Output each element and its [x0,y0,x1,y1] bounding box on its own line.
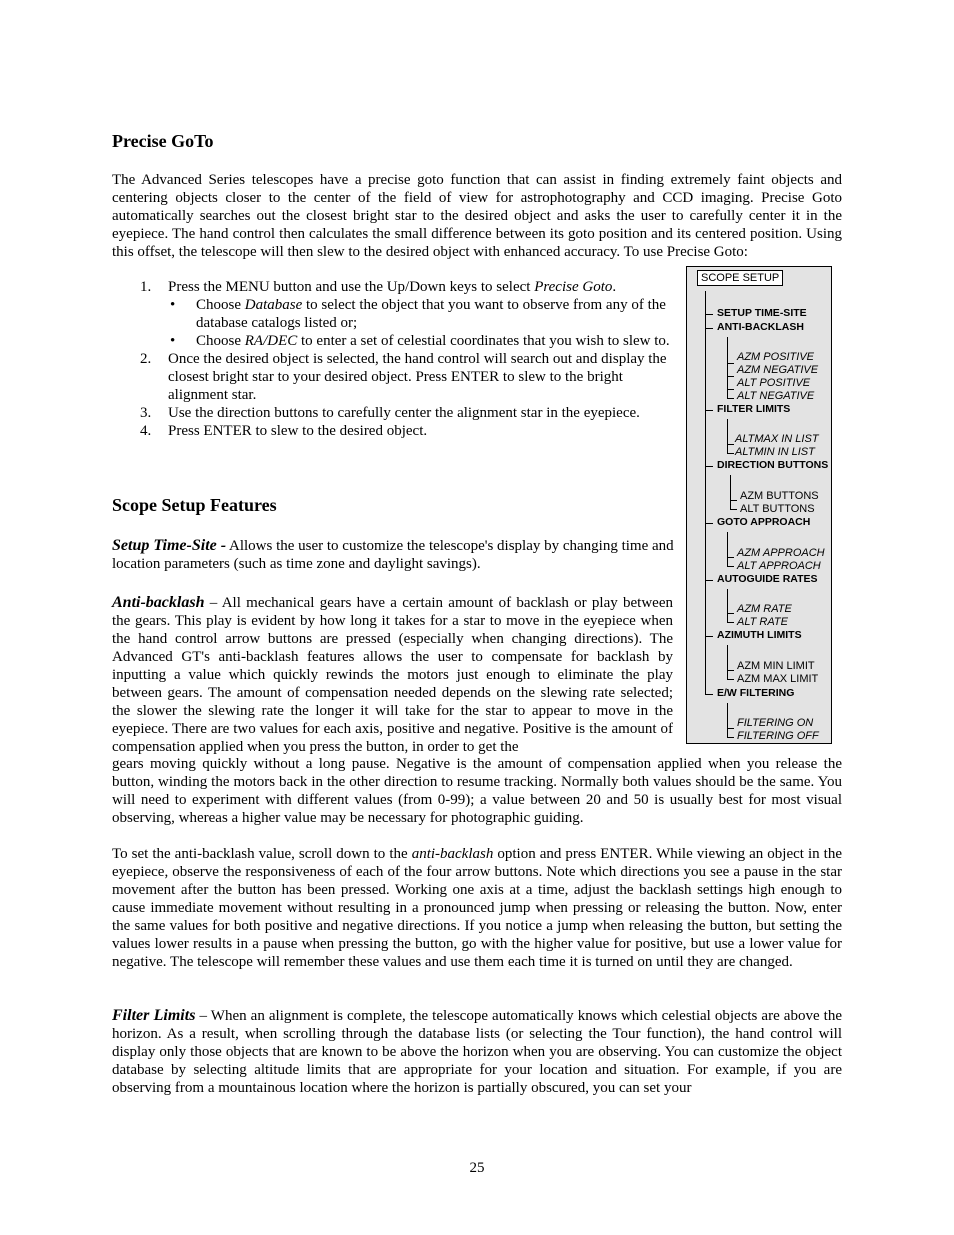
bullet-text: Choose [196,297,245,313]
step-text: Once the desired object is selected, the hand control will search out and display the closest bright star to your desired object. Press ENTER to slew to the bright alignment star. [168,351,667,403]
menu-item-anti-backlash: ANTI-BACKLASH [717,321,804,333]
tree-trunk-line [705,291,706,694]
menu-item-goto-approach: GOTO APPROACH [717,516,811,528]
tree-branch-line [705,314,713,315]
menu-item-autoguide-rates: AUTOGUIDE RATES [717,573,818,585]
section-heading-precise-goto: Precise GoTo [112,131,214,151]
bullet-emphasis: RA/DEC [244,333,298,349]
run-in-heading: Filter Limits [112,1007,196,1024]
tree-branch-line [705,523,713,524]
menu-option-azm-negative: AZM NEGATIVE [737,364,819,376]
menu-option-alt-rate: ALT RATE [737,616,788,628]
setup-time-site-paragraph [112,537,674,573]
tree-branch-line [727,363,734,364]
menu-option-azm-min-limit: AZM MIN LIMIT [737,660,815,672]
menu-option-alt-buttons: ALT BUTTONS [740,503,815,515]
tree-branch-line [727,622,734,623]
dash: – [204,595,222,611]
menu-option-alt-positive: ALT POSITIVE [737,377,811,389]
menu-option-filtering-on: FILTERING ON [737,717,814,729]
tree-branch-line [730,500,737,501]
tree-branch-line [727,389,734,390]
tree-sub-trunk-line [727,645,728,679]
menu-option-altmin-in-list: ALTMIN IN LIST [735,446,815,458]
paragraph-text: To set the anti-backlash value, scroll down to the [112,846,412,862]
step-number: 2. [140,351,152,367]
paragraph-text: Allows the user to customize the telescope's display by changing time and location parameters (such as time zone and daylight savings). [112,538,674,572]
dash: – [195,1008,211,1024]
menu-option-azm-buttons: AZM BUTTONS [740,490,819,502]
precise-goto-steps [112,278,677,440]
step-number: 4. [140,423,152,439]
menu-option-alt-approach: ALT APPROACH [737,560,821,572]
tree-branch-line [727,670,734,671]
tree-branch-line [727,444,734,445]
step-item [112,278,677,350]
menu-option-altmax-in-list: ALTMAX IN LIST [735,433,819,445]
menu-item-direction-buttons: DIRECTION BUTTONS [717,459,829,471]
tree-branch-line [727,566,734,567]
tree-branch-line [727,737,734,738]
tree-branch-line [705,410,713,411]
tree-branch-line [727,613,734,614]
tree-branch-line [705,694,713,695]
tree-sub-trunk-line [727,532,728,566]
paragraph-text: When an alignment is complete, the telescope automatically knows which celestial objects are above the horizon. As a result, when scrolling through the database lists (or selecting the Tour function), the hand control will display only those objects that are known to be above the horizon when you are observing. You can customize the object database by selecting altitude limits that are appropriate for your location and situation. For example, if you are observing from a mountainous location where the horizon is partially obscured, you can set your [112,1008,843,1096]
section-heading-scope-setup: Scope Setup Features [112,495,277,515]
anti-backlash-setting-paragraph [112,845,842,971]
bullet-text-end: to enter a set of celestial coordinates that you wish to slew to. [297,333,670,349]
menu-tree-root: SCOPE SETUP [697,270,783,286]
menu-option-alt-negative: ALT NEGATIVE [737,390,815,402]
bullet-text-end: to select the object that you want to observe from any of the database catalogs listed or; [196,297,666,331]
filter-limits-paragraph [112,1007,842,1097]
scope-setup-menu-tree [686,266,832,744]
bullet-item [168,296,677,332]
step-text-end: . [612,279,617,295]
tree-branch-line [705,466,713,467]
tree-sub-trunk-line [727,589,728,622]
menu-option-azm-rate: AZM RATE [737,603,792,615]
tree-branch-line [727,398,734,399]
tree-branch-line [727,376,734,377]
run-in-heading: Anti-backlash [112,594,205,611]
paragraph-text-end: option and press ENTER. While viewing an object in the eyepiece, observe the responsiveness of each of the four arrow buttons. Note which directions you see a pause in the star movement after the button has been pressed. Working one axis at a time, adjust the backlash settings high enough to cause immediate movement without resulting in a pronounced jump when pressing or releasing the button. Now, enter the same values for both positive and negative directions. If you notice a jump when releasing the button, but setting the values lower results in a pause when pressing the button, go with the higher value for positive, but use a lower value for negative. The telescope will remember these values and use them each time it is turned on until they are changed. [112,846,842,970]
tree-sub-trunk-line [727,703,728,737]
step-text: Press ENTER to slew to the desired object. [168,423,428,439]
step-number: 3. [140,405,152,421]
menu-option-azm-max-limit: AZM MAX LIMIT [737,673,819,685]
bullet-icon: • [170,333,176,349]
precise-goto-intro: The Advanced Series telescopes have a precise goto function that can assist in finding extremely faint objects and centering objects closer to the center of the field of view for astrophotography and CCD imaging. Precise Goto automatically searches out the closest bright star to the desired object and asks the user to carefully center it in the eyepiece. The hand control then calculates the small difference between its goto position and its centered position. Using this offset, the telescope will then slew to the desired object with enhanced accuracy. To use Precise Goto: [112,172,842,260]
step-emphasis: Precise Goto [534,279,613,295]
tree-branch-line [705,580,713,581]
run-in-heading: Setup Time-Site - [112,537,227,554]
page-number: 25 [469,1160,485,1176]
step-item [112,350,677,404]
tree-branch-line [705,636,713,637]
tree-sub-trunk-line [727,419,728,453]
step-number: 1. [140,279,152,295]
tree-branch-line [727,679,734,680]
bullet-item [168,332,677,350]
menu-option-filtering-off: FILTERING OFF [737,730,819,742]
menu-item-ew-filtering: E/W FILTERING [717,687,795,699]
menu-option-azm-approach: AZM APPROACH [737,547,825,559]
step-bullets [168,296,677,350]
paragraph-text: All mechanical gears have a certain amount of backlash or play between the gears. This play is evident by how long it takes for a star to move in the eyepiece when the hand control arrow buttons are pressed (especially when changing directions). The Advanced GT's anti-backlash features allows the user to compensate for backlash by inputting a value which quickly rewinds the motors just enough to eliminate the play between gears. The amount of compensation needed depends on the slewing rate selected; the slower the slewing rate the longer it will take for the star to appear to move in the eyepiece. There are two values for each axis, positive and negative. Positive is the amount of compensation applied when you press the button, in order to get the [112,595,673,755]
tree-branch-line [730,509,737,510]
bullet-emphasis: Database [244,297,303,313]
tree-branch-line [727,453,734,454]
bullet-text: Choose [196,333,245,349]
tree-branch-line [727,557,734,558]
step-item [112,422,677,440]
bullet-icon: • [170,297,176,313]
tree-sub-trunk-line [730,475,731,509]
step-item [112,404,677,422]
step-text: Press the MENU button and use the Up/Down keys to select [168,279,535,295]
anti-backlash-paragraph-continued: gears moving quickly without a long pause. Negative is the amount of compensation applied when you release the button, winding the motors back in the other direction to resume tracking. Normally both values should be the same. You will need to experiment with different values (from 0-99); a value between 20 and 50 is usually best for most visual observing, whereas a higher value may be necessary for photographic guiding. [112,756,842,826]
menu-option-azm-positive: AZM POSITIVE [737,351,815,363]
paragraph-emphasis: anti-backlash [411,846,494,862]
menu-item-setup-time-site: SETUP TIME-SITE [717,307,807,319]
anti-backlash-paragraph [112,594,673,756]
menu-item-filter-limits: FILTER LIMITS [717,403,791,415]
menu-item-azimuth-limits: AZIMUTH LIMITS [717,629,802,641]
tree-branch-line [727,728,734,729]
tree-branch-line [705,328,713,329]
step-text: Use the direction buttons to carefully center the alignment star in the eyepiece. [168,405,640,421]
